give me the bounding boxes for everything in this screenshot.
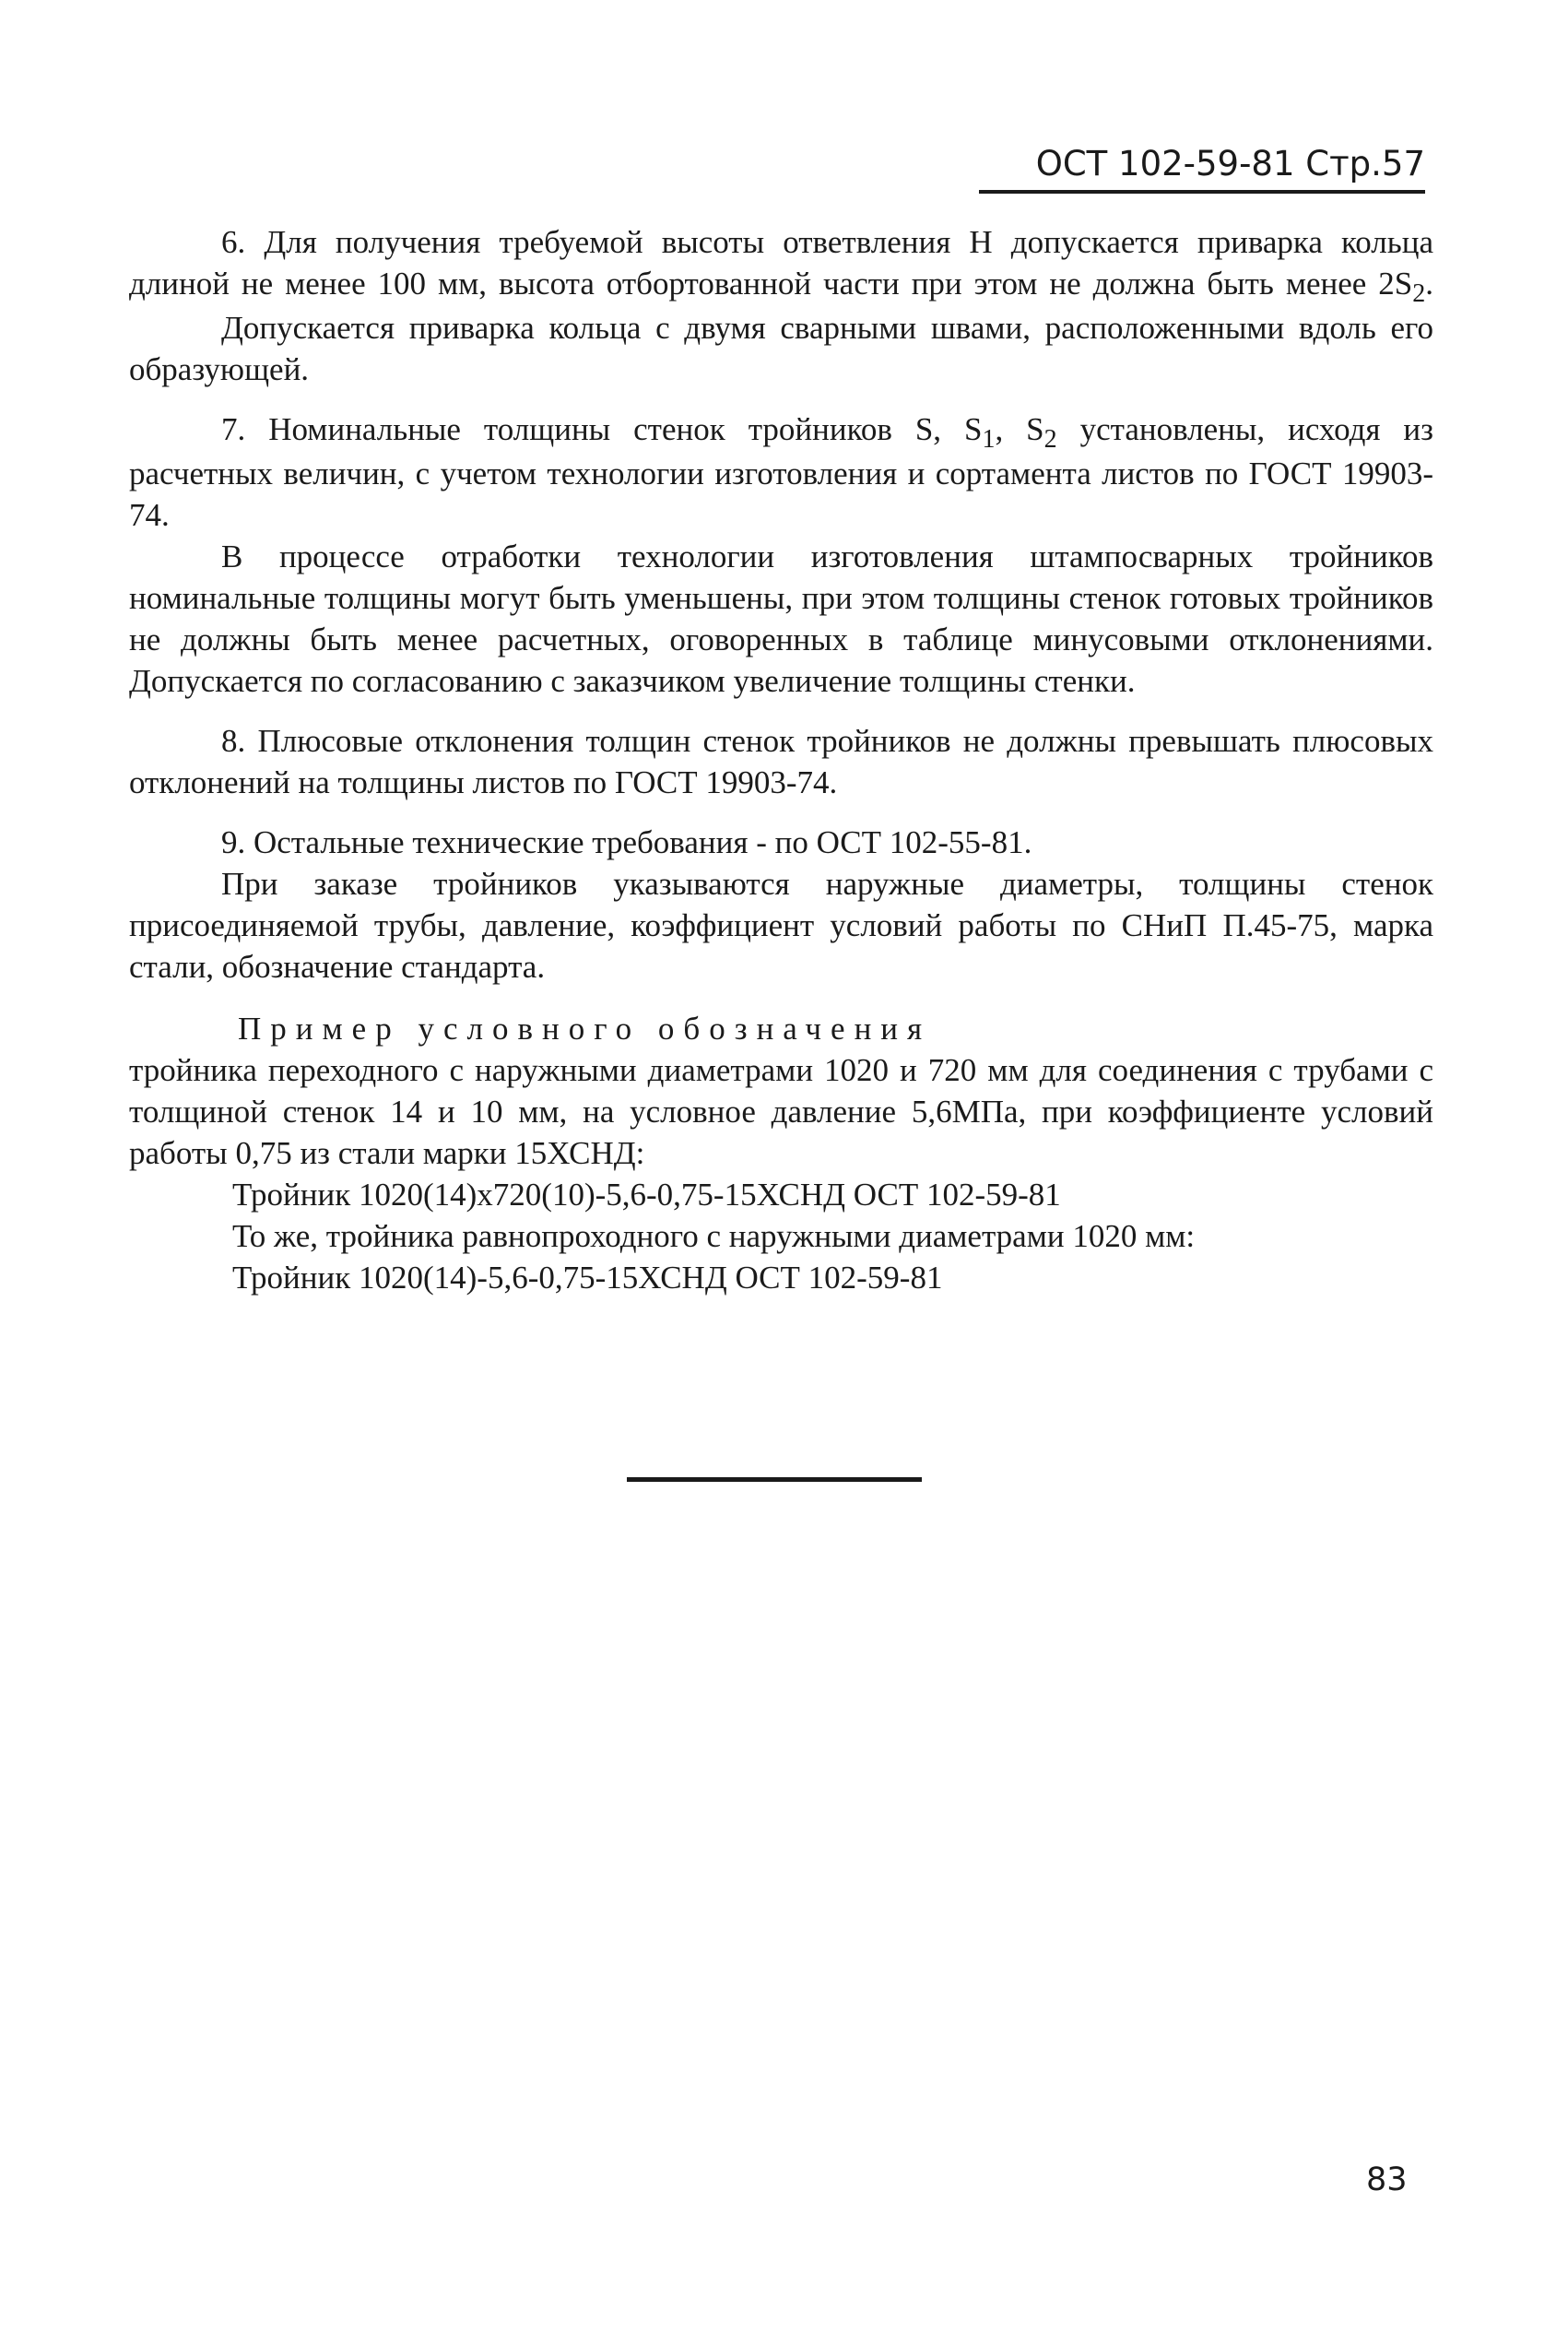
example-heading: Пример условного обозначения (238, 1011, 932, 1047)
symbol-s2: S (1026, 411, 1044, 447)
paragraph-7-note: В процессе отработки технологии изготовления штампосварных тройников номинальные толщины могут быть уменьшены, при этом толщины стенок готовых тройников не должны быть менее расчетных, оговоренных в таблице минусовыми отклонениями. Допускается по согласованию с заказчиком увеличение толщины стенки. (129, 539, 1433, 699)
subscript: 1 (982, 425, 996, 454)
page-number: 83 (1366, 2161, 1408, 2198)
paragraph-7-text-cont: установлены, исходя из расчетных величин, с учетом технологии изготовления и сортамента листов по ГОСТ 19903-74. (129, 411, 1433, 533)
period: . (1425, 266, 1433, 302)
paragraph-7: 7. Номинальные толщины стенок тройников S, $S_1$, $S_2$ установлены, исходя из расчетных величин, с учетом технологии изготовления и сортамента листов по ГОСТ 19903-74. (129, 411, 1433, 533)
paragraph-9: 9. Остальные технические требования - по ОСТ 102-55-81. (221, 824, 1032, 860)
closing-rule (627, 1477, 922, 1482)
paragraph-7-text: 7. Номинальные толщины стенок тройников (221, 411, 892, 447)
example-text-2: То же, тройника равнопроходного с наружными диаметрами 1020 мм: (232, 1218, 1196, 1254)
paragraph-6-note: Допускается приварка кольца с двумя сварными швами, расположенными вдоль его образующей. (129, 310, 1433, 387)
example-designation-2: Тройник 1020(14)-5,6-0,75-15ХСНД ОСТ 102-59-81 (232, 1260, 943, 1296)
page-header: ОСТ 102-59-81 Стр.57 (979, 138, 1425, 194)
symbol-s1: S (963, 411, 983, 447)
subscript: 2 (1412, 279, 1426, 308)
symbol-s: S (1394, 266, 1413, 302)
paragraph-6-text: 6. Для получения требуемой высоты ответвления Н допускается приварка кольца длиной не менее 100 мм, высота отбортованной части при этом не должна быть менее 2 (129, 224, 1433, 302)
document-body (129, 221, 1433, 1298)
example-designation-1: Тройник 1020(14)х720(10)-5,6-0,75-15ХСНД ОСТ 102-59-81 (232, 1177, 1061, 1213)
symbol-s: S (914, 411, 934, 447)
paragraph-8: 8. Плюсовые отклонения толщин стенок тройников не должны превышать плюсовых отклонений на толщины листов по ГОСТ 19903-74. (129, 723, 1433, 800)
example-text: тройника переходного с наружными диаметрами 1020 и 720 мм для соединения с трубами с толщиной стенок 14 и 10 мм, на условное давление 5,6МПа, при коэффициенте условий работы 0,75 из стали марки 15ХСНД: (129, 1052, 1433, 1171)
paragraph-6 (129, 221, 1433, 307)
paragraph-9-note: При заказе тройников указываются наружные диаметры, толщины стенок присоединяемой трубы, давление, коэффициент условий работы по СНиП П.45-75, марка стали, обозначение стандарта. (129, 866, 1433, 985)
subscript: 2 (1043, 425, 1057, 454)
